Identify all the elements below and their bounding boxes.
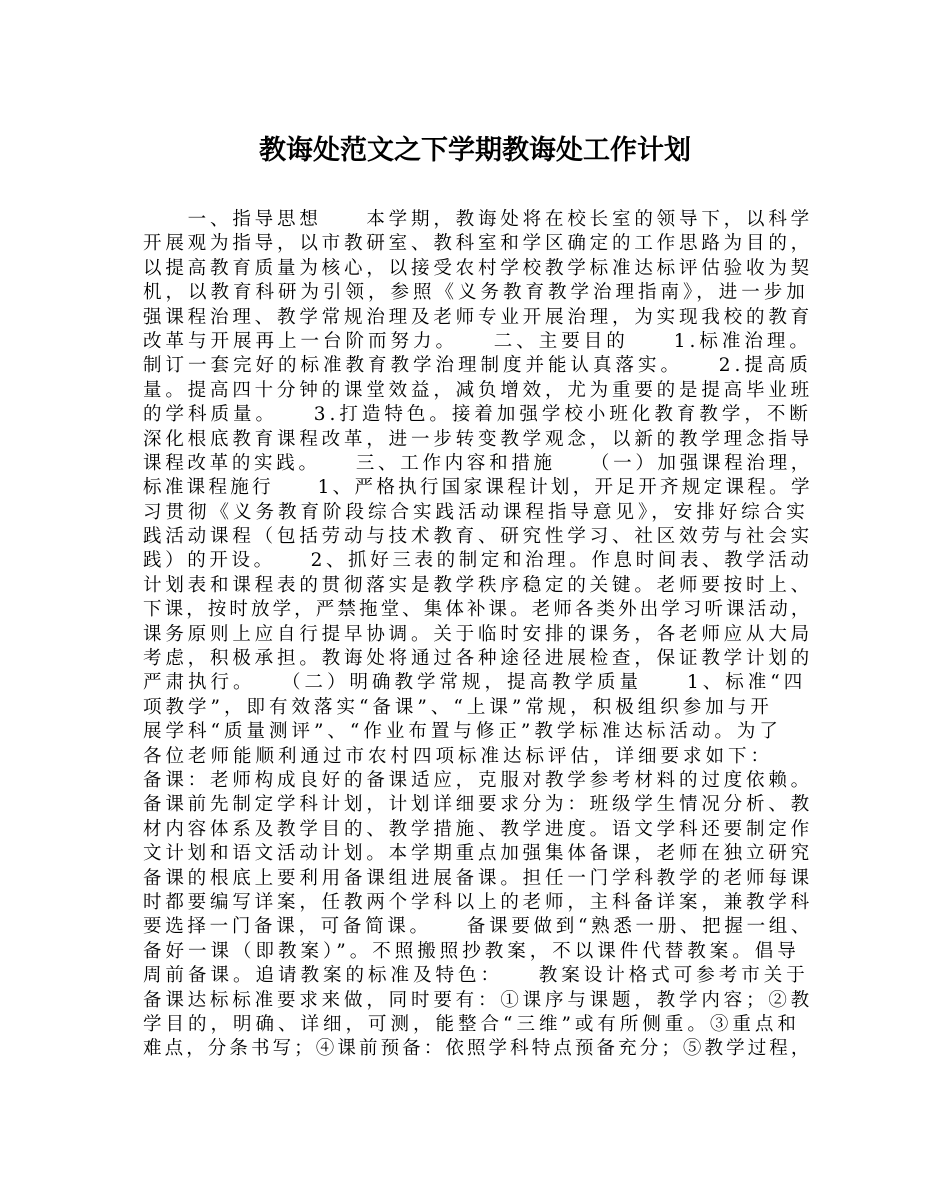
- body-line: 践）的开设。 2、抓好三表的制定和治理。作息时间表、教学活动: [143, 550, 813, 572]
- body-line: 材内容体系及教学目的、教学措施、教学进度。语文学科还要制定作: [143, 818, 814, 840]
- body-line: 难点，分条书写；④课前预备：依照学科特点预备充分；⑤教学过程，: [143, 1038, 813, 1060]
- body-line: 备课前先制定学科计划，计划详细要求分为：班级学生情况分析、教: [143, 794, 814, 816]
- body-line: 制订一套完好的标准教育教学治理制度并能认真落实。 2.提高质: [143, 355, 812, 377]
- body-line: 的学科质量。 3.打造特色。接着加强学校小班化教育教学，不断: [143, 404, 812, 426]
- body-line: 备课：老师构成良好的备课适应，克服对教学参考材料的过度依赖。: [143, 769, 814, 791]
- body-line: 强课程治理、教学常规治理及老师专业开展治理，为实现我校的教育: [143, 306, 814, 328]
- body-line: 严肃执行。 （二）明确教学常规，提高教学质量 1、标准“四: [143, 672, 807, 694]
- body-line: 一、指导思想 本学期，教诲处将在校长室的领导下，以科学: [143, 209, 814, 230]
- body-line: 改革与开展再上一台阶而努力。 二、主要目的 1.标准治理。: [143, 330, 812, 352]
- document-body: [143, 208, 813, 1062]
- body-line: 备课的根底上要利用备课组进展备课。担任一门学科教学的老师每课: [143, 867, 814, 889]
- document-title: 教诲处范文之下学期教诲处工作计划: [259, 135, 691, 166]
- body-line: 计划表和课程表的贯彻落实是教学秩序稳定的关键。老师要按时上、: [143, 574, 814, 596]
- body-line: 要选择一门备课，可备简课。 备课要做到“熟悉一册、把握一组、: [143, 916, 814, 938]
- body-line: 各位老师能顺利通过市农村四项标准达标评估，详细要求如下：: [143, 745, 774, 767]
- body-line: 量。提高四十分钟的课堂效益，减负增效，尤为重要的是提高毕业班: [143, 379, 814, 401]
- body-line: 下课，按时放学，严禁拖堂、集体补课。老师各类外出学习听课活动，: [143, 599, 813, 621]
- body-line: 习贯彻《义务教育阶段综合实践活动课程指导意见》，安排好综合实: [143, 501, 809, 523]
- body-line: 践活动课程（包括劳动与技术教育、研究性学习、社区效劳与社会实: [143, 526, 814, 548]
- body-line: 项教学”，即有效落实“备课”、“上课”常规，积极组织参加与开: [143, 696, 773, 718]
- body-line: 课务原则上应自行提早协调。关于临时安排的课务，各老师应从大局: [143, 623, 814, 645]
- body-line: 周前备课。追请教案的标准及特色： 教案设计格式可参考市关于: [143, 965, 809, 987]
- body-line: 时都要编写详案，任教两个学科以上的老师，主科备详案，兼教学科: [143, 891, 814, 913]
- body-line: 考虑，积极承担。教诲处将通过各种途径进展检查，保证教学计划的: [143, 648, 814, 670]
- body-line: 课程改革的实践。 三、工作内容和措施 （一）加强课程治理，: [143, 452, 814, 474]
- body-line: 开展观为指导，以市教研室、教科室和学区确定的工作思路为目的，: [143, 233, 814, 255]
- body-line: 以提高教育质量为核心，以接受农村学校教学标准达标评估验收为契: [143, 257, 814, 279]
- body-line: 深化根底教育课程改革，进一步转变教学观念，以新的教学理念指导: [143, 428, 814, 450]
- body-line: 备好一课（即教案）”。不照搬照抄教案，不以课件代替教案。倡导: [143, 940, 800, 962]
- body-line: 展学科“质量测评”、“作业布置与修正”教学标准达标活动。为了: [143, 721, 782, 743]
- body-line: 备课达标标准要求来做，同时要有：①课序与课题，教学内容；②教: [143, 989, 814, 1011]
- body-line: 标准课程施行 1、严格执行国家课程计划，开足开齐规定课程。学: [143, 477, 813, 499]
- body-line: 机，以教育科研为引领，参照《义务教育教学治理指南》，进一步加: [143, 282, 809, 304]
- body-line: 学目的，明确、详细，可测，能整合“三维”或有所侧重。③重点和: [143, 1013, 800, 1035]
- body-line: 文计划和语文活动计划。本学期重点加强集体备课，老师在独立研究: [143, 843, 814, 865]
